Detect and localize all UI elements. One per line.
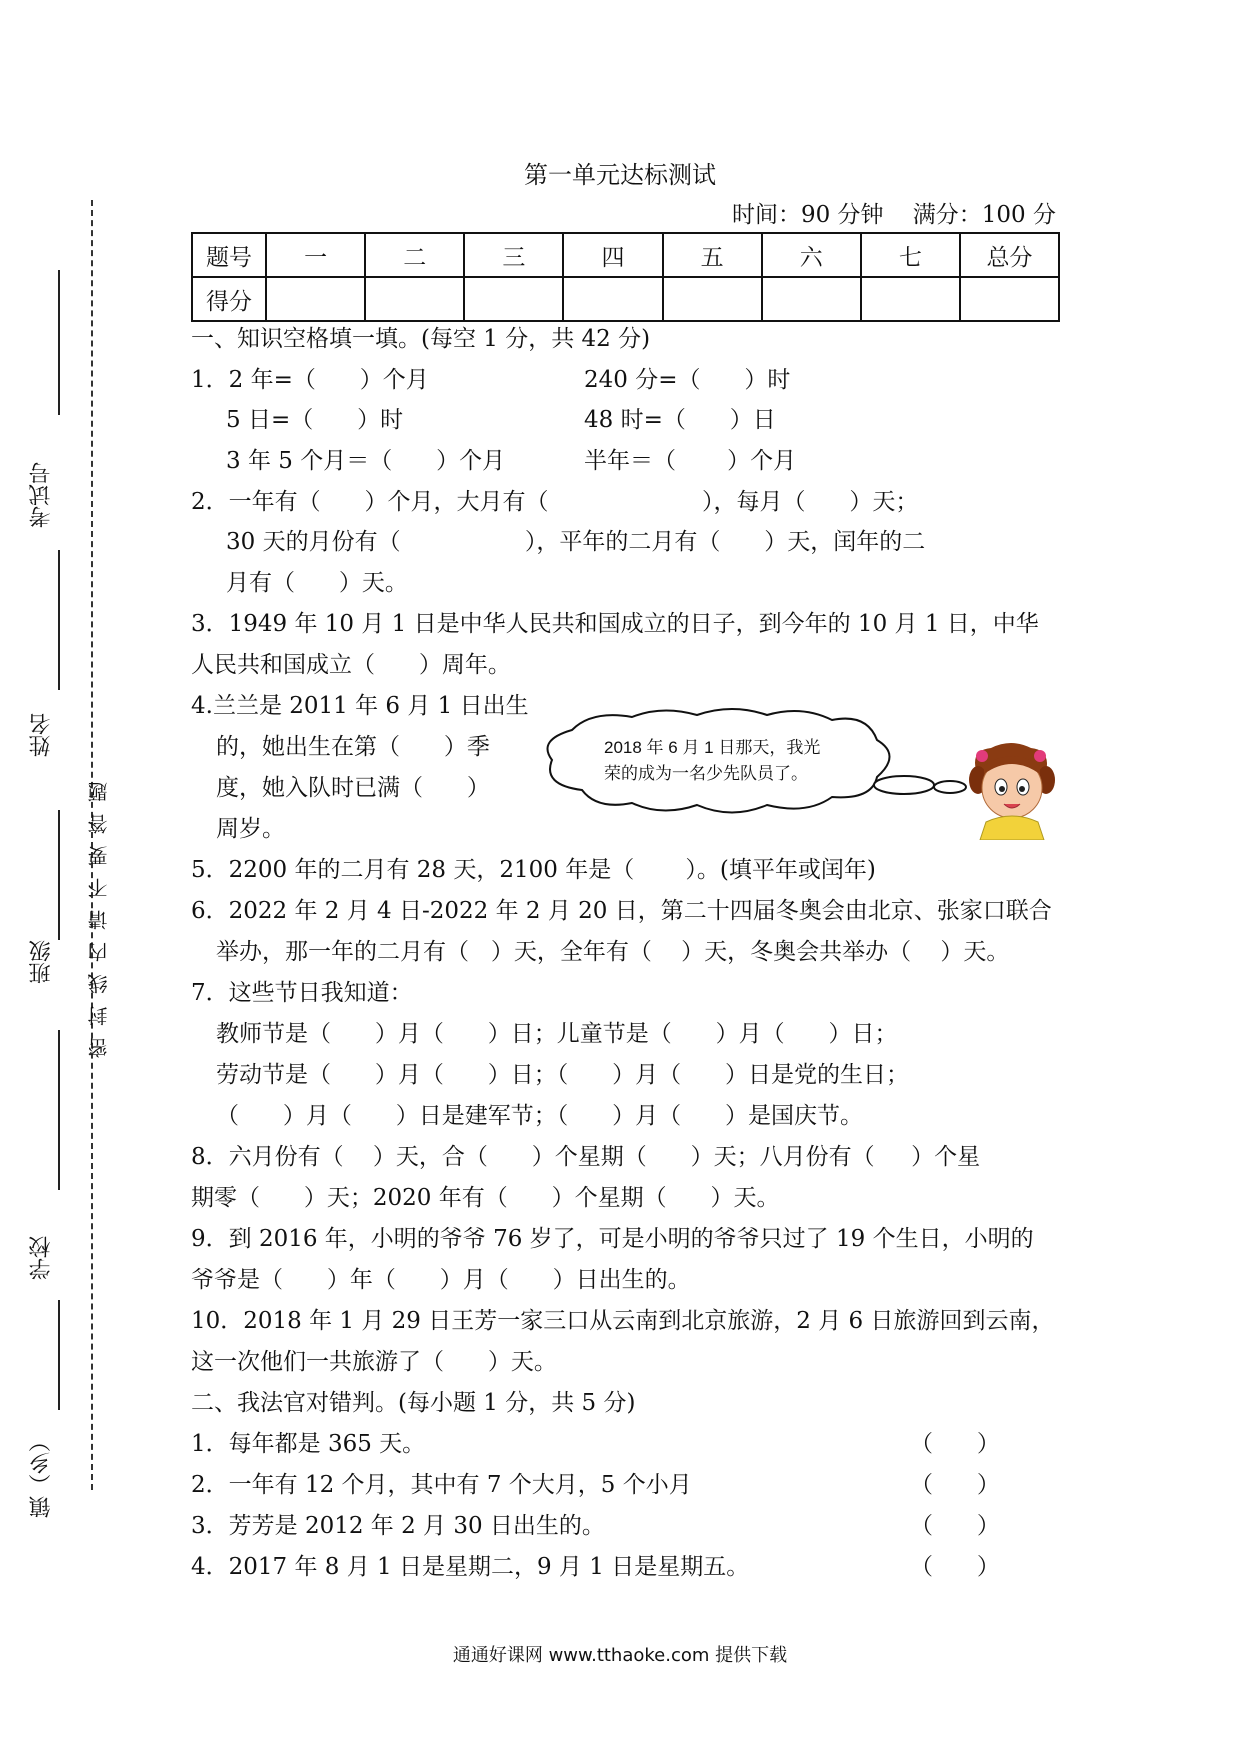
tf-item-4: 4．2017 年 8 月 1 日是星期二，9 月 1 日是星期五。 [191,1554,750,1580]
header-cell: 二 [365,233,464,277]
header-cell: 六 [762,233,861,277]
q10-line1: 10．2018 年 1 月 29 日王芳一家三口从云南到北京旅游，2 月 6 日旅游回到云南， [191,1308,1055,1334]
tf-answer-1[interactable]: （ ） [910,1431,1000,1457]
score-cell[interactable] [861,277,960,321]
score-cell[interactable] [464,277,563,321]
score-cell[interactable] [365,277,464,321]
header-cell: 四 [563,233,662,277]
q1-line1-right: 240 分=（ ）时 [584,367,791,393]
school-label: 学校 [29,1236,54,1280]
school-blank[interactable] [58,1030,60,1190]
q2-line2: 30 天的月份有（ ），平年的二月有（ ）天，闰年的二 [226,529,926,555]
bubble-text-line1: 2018 年 6 月 1 日那天，我光 [604,738,821,757]
time-score-info: 时间：90 分钟 满分：100 分 [731,202,1056,228]
footer-download-note: 通通好课网 www.tthaoke.com 提供下载 [452,1645,788,1666]
section1-heading: 一、知识空格填一填。(每空 1 分，共 42 分) [191,326,651,352]
q7-line1: 7．这些节日我知道： [191,980,413,1006]
score-cell[interactable] [960,277,1059,321]
q4-line2: 的，她出生在第（ ）季 [216,734,490,760]
tf-answer-2[interactable]: （ ） [910,1472,1000,1498]
tf-item-2: 2．一年有 12 个月，其中有 7 个大月，5 个小月 [191,1472,692,1498]
bubble-text-line2: 荣的成为一名少先队员了。 [604,764,808,783]
header-cell: 七 [861,233,960,277]
header-cell: 五 [663,233,762,277]
score-row-label: 得分 [192,277,266,321]
q3-line2: 人民共和国成立（ ）周年。 [191,652,511,678]
score-table [191,232,1060,322]
q6-line1: 6．2022 年 2 月 4 日-2022 年 2 月 20 日，第二十四届冬奥会由北京、张家口联合 [191,898,1052,924]
seal-warning-text: 密封线内请不要答题 [87,770,111,1058]
class-blank[interactable] [58,810,60,940]
q4-line1: 4.兰兰是 2011 年 6 月 1 日出生 [191,693,529,719]
q9-line1: 9．到 2016 年，小明的爷爷 76 岁了，可是小明的爷爷只过了 19 个生日，小明的 [191,1226,1034,1252]
q1-line3-right: 半年＝（ ）个月 [584,448,797,474]
score-cell[interactable] [762,277,861,321]
q9-line2: 爷爷是（ ）年（ ）月（ ）日出生的。 [191,1267,691,1293]
q1-line2-right: 48 时=（ ）日 [584,407,776,433]
q7-line4: （ ）月（ ）日是建军节；（ ）月（ ）是国庆节。 [216,1103,863,1129]
thought-bubble [532,705,992,825]
girl-illustration [966,740,1056,840]
q5: 5．2200 年的二月有 28 天，2100 年是（ ）。(填平年或闰年) [191,857,876,883]
q10-line2: 这一次他们一共旅游了（ ）天。 [191,1349,557,1375]
q4-line4: 周岁。 [216,816,285,842]
header-cell: 一 [266,233,365,277]
q1-line2-left: 5 日=（ ）时 [226,407,404,433]
q7-line2: 教师节是（ ）月（ ）日；儿童节是（ ）月（ ）日； [216,1021,898,1047]
tf-item-3: 3．芳芳是 2012 年 2 月 30 日出生的。 [191,1513,605,1539]
header-cell: 总分 [960,233,1059,277]
class-label: 班级 [29,940,54,984]
exam-no-label: 考试号 [29,462,54,528]
section2-heading: 二、我法官对错判。(每小题 1 分，共 5 分) [191,1390,636,1416]
q7-line3: 劳动节是（ ）月（ ）日；（ ）月（ ）日是党的生日； [216,1062,909,1088]
header-cell: 题号 [192,233,266,277]
town-blank[interactable] [58,1300,60,1410]
header-cell: 三 [464,233,563,277]
page-title: 第一单元达标测试 [524,161,716,189]
name-blank[interactable] [58,550,60,690]
q1-line3-left: 3 年 5 个月＝（ ）个月 [226,448,506,474]
name-label: 姓名 [29,713,54,757]
score-cell[interactable] [563,277,662,321]
q2-line1: 2．一年有（ ）个月，大月有（ ），每月（ ）天； [191,489,919,515]
exam-no-blank[interactable] [58,270,60,415]
tf-answer-4[interactable]: （ ） [910,1554,1000,1580]
q6-line2: 举办，那一年的二月有（ ）天，全年有（ ）天，冬奥会共举办（ ）天。 [216,939,1010,965]
q2-line3: 月有（ ）天。 [226,570,408,596]
score-cell[interactable] [266,277,365,321]
q8-line1: 8．六月份有（ ）天，合（ ）个星期（ ）天；八月份有（ ）个星 [191,1144,981,1170]
score-table-header-row [192,233,1059,277]
tf-item-1: 1．每年都是 365 天。 [191,1431,426,1457]
q1-line1-left: 1．2 年=（ ）个月 [191,367,429,393]
score-table-score-row [192,277,1059,321]
score-cell[interactable] [663,277,762,321]
tf-answer-3[interactable]: （ ） [910,1513,1000,1539]
q8-line2: 期零（ ）天；2020 年有（ ）个星期（ ）天。 [191,1185,780,1211]
town-label: 镇（乡） [29,1430,54,1518]
q3-line1: 3．1949 年 10 月 1 日是中华人民共和国成立的日子，到今年的 10 月 1 日，中华 [191,611,1039,637]
q4-line3: 度，她入队时已满（ ） [216,775,490,801]
